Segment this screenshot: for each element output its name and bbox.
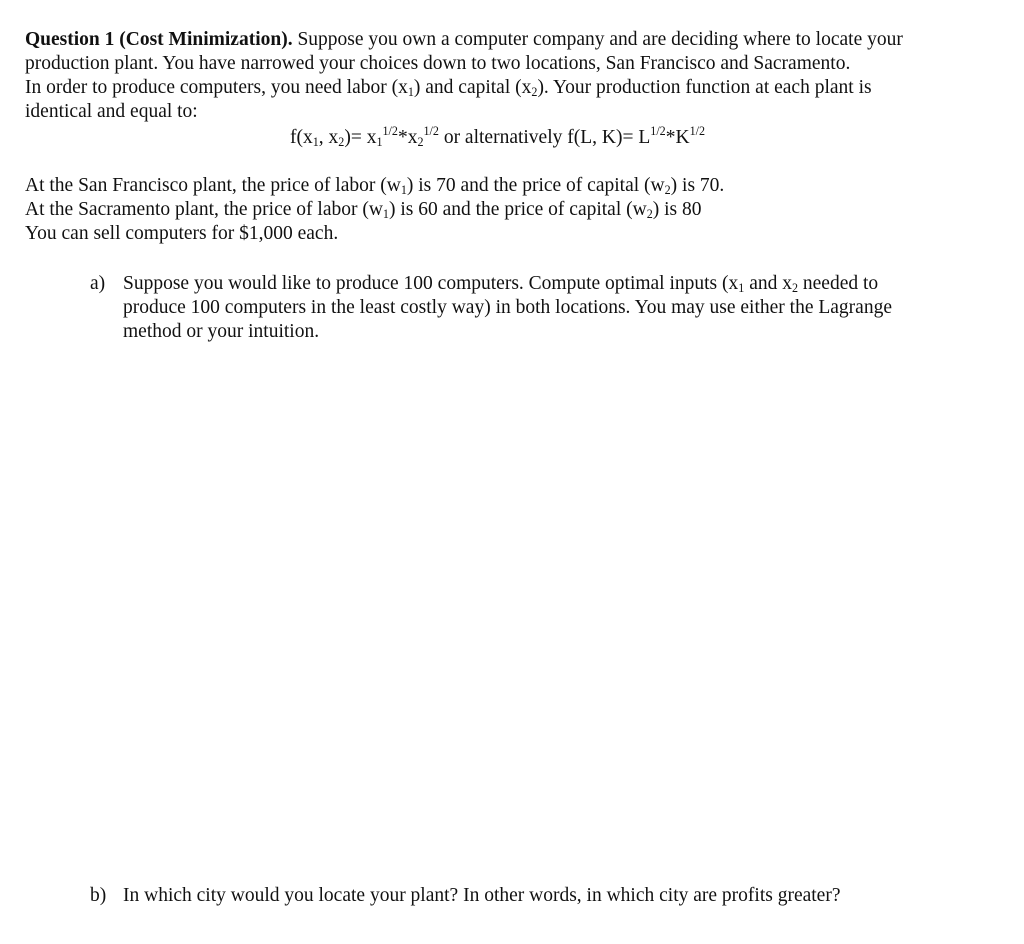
sac-prices-line bbox=[25, 198, 724, 222]
part-a-text bbox=[123, 272, 892, 344]
part-a-text-1c: needed to bbox=[798, 273, 879, 294]
intro-line-1 bbox=[25, 28, 903, 52]
sac-text-c: ) is 80 bbox=[652, 199, 702, 220]
subscript: 2 bbox=[531, 85, 538, 100]
subscript: 1 bbox=[407, 85, 414, 100]
sf-text-c: ) is 70. bbox=[670, 175, 725, 196]
subscript: 2 bbox=[417, 135, 424, 150]
part-b-text: In which city would you locate your plant? In other words, in which city are profits greater? bbox=[123, 885, 841, 906]
intro-line-3 bbox=[25, 76, 903, 100]
part-a-line-2: produce 100 computers in the least costly way) in both locations. You may use either the Lagrange bbox=[123, 297, 892, 318]
part-a bbox=[0, 272, 1024, 344]
subscript: 2 bbox=[791, 281, 799, 296]
question-intro bbox=[25, 28, 903, 124]
superscript: 1/2 bbox=[650, 124, 666, 139]
subscript: 2 bbox=[338, 135, 345, 150]
intro-line-2: production plant. You have narrowed your choices down to two locations, San Francisco and Sacramento. bbox=[25, 53, 851, 74]
superscript: 1/2 bbox=[423, 124, 439, 139]
subscript: 1 bbox=[400, 183, 407, 198]
intro-text-3a: In order to produce computers, you need labor (x bbox=[25, 77, 408, 98]
sac-text-a: At the Sacramento plant, the price of labor (w bbox=[25, 199, 383, 220]
formula-part: , x bbox=[318, 127, 339, 148]
production-function-formula bbox=[290, 126, 705, 150]
price-info bbox=[25, 174, 724, 246]
sf-prices-line bbox=[25, 174, 724, 198]
part-a-text-1a: Suppose you would like to produce 100 computers. Compute optimal inputs (x bbox=[123, 273, 739, 294]
superscript: 1/2 bbox=[382, 124, 398, 139]
intro-text-1: Suppose you own a computer company and are deciding where to locate your bbox=[292, 29, 903, 50]
subscript: 2 bbox=[646, 207, 653, 222]
formula-part: f(x bbox=[290, 127, 313, 148]
formula-part: *x bbox=[397, 127, 418, 148]
superscript: 1/2 bbox=[689, 124, 705, 139]
intro-text-3b: ) and capital (x bbox=[413, 77, 532, 98]
part-a-text-1b: and x bbox=[744, 273, 792, 294]
formula-part: *K bbox=[665, 127, 690, 148]
question-heading: Question 1 (Cost Minimization). bbox=[25, 29, 293, 50]
part-a-label: a) bbox=[90, 273, 106, 294]
formula-part: )= x bbox=[344, 127, 377, 148]
subscript: 2 bbox=[664, 183, 671, 198]
subscript: 1 bbox=[312, 135, 319, 150]
sell-price-line: You can sell computers for $1,000 each. bbox=[25, 223, 339, 244]
subscript: 1 bbox=[382, 207, 389, 222]
part-b bbox=[0, 884, 1024, 908]
intro-text-3c: ). Your production function at each plant is bbox=[537, 77, 872, 98]
subscript: 1 bbox=[376, 135, 383, 150]
intro-line-4: identical and equal to: bbox=[25, 101, 198, 122]
part-b-label: b) bbox=[90, 885, 107, 906]
part-a-line-1 bbox=[123, 272, 892, 296]
sf-text-b: ) is 70 and the price of capital (w bbox=[406, 175, 665, 196]
sac-text-b: ) is 60 and the price of capital (w bbox=[388, 199, 647, 220]
sf-text-a: At the San Francisco plant, the price of labor (w bbox=[25, 175, 401, 196]
formula-part: or alternatively f(L, K)= L bbox=[438, 127, 651, 148]
subscript: 1 bbox=[738, 281, 745, 296]
part-a-line-3: method or your intuition. bbox=[123, 321, 320, 342]
